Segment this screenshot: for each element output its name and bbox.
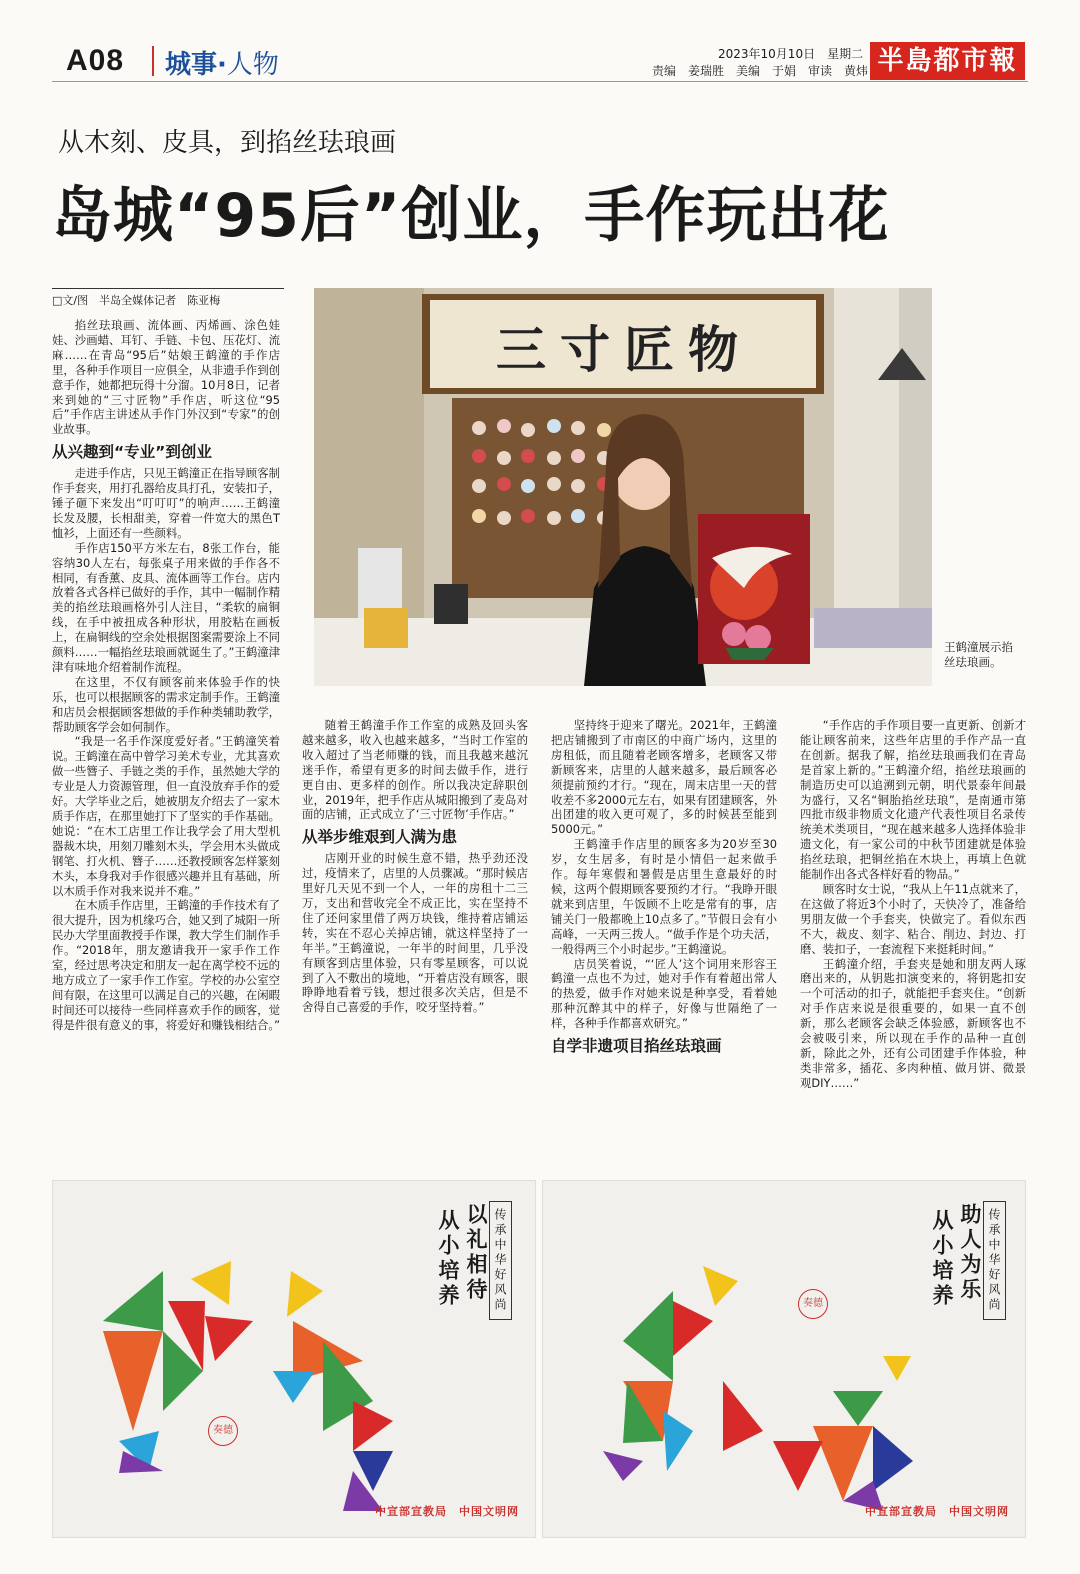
paragraph: 王鹤潼手作店里的顾客多为20岁至30岁，女生居多，有时是小情侣一起来做手作。每年寒假和暑假是店里生意最好的时候，这两个假期顾客要预约才行。“我睁开眼就来到店里，午饭顾不上吃是常有的事，店铺关门一般都晚上10点多了。”节假日会有小高峰，一天两三拨人。“做手作是个功夫活，一般得两三个小时起步。”王鹤潼说。 <box>551 837 777 956</box>
article-column-1 <box>52 318 280 1156</box>
article-intro: 掐丝珐琅画、流体画、丙烯画、涂色娃娃、沙画蜡、耳钉、手链、卡包、压花灯、流麻……在青岛“95后”姑娘王鹤潼的手作店里，各种手作项目一应俱全，从非遗手作到创意手作，她都把玩得十分溜。10月8日，记者来到她的“三寸匠物”手作店，听这位“95后”手作店主讲述从手作门外汉到“专家”的创业故事。 <box>52 318 280 437</box>
editor-credits: 责编 姜瑞胜 美编 于娟 审读 黄炜 <box>652 64 869 78</box>
paragraph: 在木质手作店里，王鹤潼的手作技术有了很大提升，因为机缘巧合，她又到了城阳一所民办大学里面教授手作课，教大学生们制作手作。“2018年，朋友邀请我开一家手作工作室，经过思考决定和朋友一起在离学校不远的地方成立了一家手作工作室。学校的办公室空间有限，在这里可以满足自己的兴趣，在闲暇时间还可以接待一些同样喜欢手作的顾客，觉得是件很有意义的事，将爱好和赚钱相结合。” <box>52 898 280 1032</box>
paragraph: 在这里，不仅有顾客前来体验手作的快乐，也可以根据顾客的需求定制手作。王鹤潼和店员会根据顾客想做的手作种类辅助教学，帮助顾客学会如何制作。 <box>52 674 280 734</box>
newspaper-logo: 半島都市報 <box>870 42 1025 80</box>
article-column-4 <box>800 718 1026 1158</box>
header-divider <box>152 46 154 76</box>
poster-tag: 传承中华好风尚 <box>489 1201 512 1320</box>
paragraph: “我是一名手作深度爱好者。”王鹤潼笑着说。王鹤潼在高中曾学习美术专业，尤其喜欢做一些簪子、手链之类的手作，虽然她大学的专业是人力资源管理，但一直没放弃手作的爱好。大学毕业之后，她被朋友介绍去了一家木质手作店，在那里她打下了坚实的手作基础。她说：“在木工店里工作让我学会了用大型机器裁木块，用刻刀雕刻木头，学会用木头做成钢笔、打火机、簪子……还教授顾客怎样篆刻木头，本身我对手作很感兴趣并且有基础，所以木质手作对我来说并不难。” <box>52 734 280 898</box>
article-headline: 岛城“95后”创业，手作玩出花 <box>52 181 890 251</box>
paragraph: 手作店150平方米左右，8张工作台，能容纳30人左右，每张桌子用来做的手作各不相同，有香薰、皮具、流体画等工作台。店内放着各式各样已做好的手作，其中一幅制作精美的掐丝珐琅画格外引人注目，“柔软的扁铜线，在手中被扭成各种形状，用胶粘在画板上，在扁铜线的空余处根据图案需要涂上不同颜料……一幅掐丝珐琅画就诞生了。”王鹤潼津津有味地介绍着制作流程。 <box>52 540 280 674</box>
poster-footer: 中宣部宣教局 中国文明网 <box>375 1505 519 1518</box>
page-number: A08 <box>66 44 125 77</box>
section-title <box>165 44 279 81</box>
poster-slogan-b: 从小培养 <box>436 1209 461 1309</box>
section-heading-3: 自学非遗项目掐丝珐琅画 <box>551 1037 722 1056</box>
subsection-name: 人物 <box>226 50 279 80</box>
paragraph: “手作店的手作项目要一直更新、创新才能让顾客前来，这些年店里的手作产品一直在创新。据我了解，掐丝珐琅画我们在青岛是首家上新的。”王鹤潼介绍，掐丝珐琅画的制造历史可以追溯到元朝，明代景泰年间最为盛行，又名“铜胎掐丝珐琅”，是南通市第四批市级非物质文化遗产代表性项目名录传统美术类项目，“现在越来越多人选择体验非遗文化，有一家公司的中秋节团建就是体验掐丝珐琅，把铜丝掐在木块上，再填上色就能制作出各式各样好看的物品。” <box>800 718 1026 882</box>
article-subtitle: 从木刻、皮具，到掐丝珐琅画 <box>58 128 397 158</box>
article-column-3 <box>551 718 777 1158</box>
photo-caption: 王鹤潼展示掐丝珐琅画。 <box>944 640 1013 669</box>
issue-date: 2023年10月10日 星期二 <box>718 47 864 61</box>
paragraph: 顾客时女士说，“我从上午11点就来了，在这做了将近3个小时了，天快冷了，准备给男朋友做一个手套夹，快做完了。看似东西不大，裁皮、刻字、粘合、削边、封边、打磨、装扣子，一套流程下来挺耗时间。” <box>800 881 1026 956</box>
paragraph: 王鹤潼介绍，手套夹是她和朋友两人琢磨出来的，从钥匙扣演变来的，将钥匙扣安一个可活动的扣子，就能把手套夹住。“创新对手作店来说是很重要的，如果一直不创新，那么老顾客会缺乏体验感，新顾客也不会被吸引来，所以现在手作的品种一直创新，除此之外，还有公司团建手作体验，种类非常多，插花、多肉种植、做月饼、微景观DIY……” <box>800 956 1026 1090</box>
poster-tag: 传承中华好风尚 <box>983 1201 1006 1320</box>
poster-seal: 奏德 <box>208 1416 238 1446</box>
public-service-poster-2 <box>542 1180 1026 1538</box>
poster-slogan-a: 以礼相待 <box>464 1203 489 1303</box>
poster-seal: 奏德 <box>798 1289 828 1319</box>
article-photo <box>314 288 932 686</box>
public-service-poster-1 <box>52 1180 536 1538</box>
article-column-2 <box>302 718 528 1158</box>
header-rule <box>52 81 1028 82</box>
article-byline: □文/图 半岛全媒体记者 陈亚梅 <box>52 288 284 308</box>
paragraph: 店员笑着说，“‘匠人’这个词用来形容王鹤潼一点也不为过，她对手作有着超出常人的热爱，做手作对她来说是种享受，看着她那种沉醉其中的样子，好像与世隔绝了一样，各种手作都喜欢研究。” <box>551 956 777 1031</box>
paragraph: 走进手作店，只见王鹤潼正在指导顾客制作手套夹，用打孔器给皮具打孔，安装扣子，锤子砸下来发出“叮叮叮”的响声……王鹤潼长发及腰，长相甜美，穿着一件宽大的黑色T恤衫，上面还有一些颜料。 <box>52 466 280 540</box>
paragraph: 店刚开业的时候生意不错，热乎劲还没过，疫情来了，店里的人员骤减。“那时候店里好几天见不到一个人，一年的房租十二三万，支出和营收完全不成正比，实在坚持不住了还问家里借了两万块钱，维持着店铺运转，实在不忍心关掉店铺，就这样坚持了一年半。”王鹤潼说，一年半的时间里，几乎没有顾客到店里体验，只有零星顾客，可以说到了入不敷出的境地，“开着店没有顾客，眼睁睁地看着亏钱，想过很多次关店，但是不舍得自己喜爱的手作，咬牙坚持着。” <box>302 851 528 1015</box>
paragraph: 随着王鹤潼手作工作室的成熟及回头客越来越多，收入也越来越多，“当时工作室的收入超过了当老师赚的钱，而且我越来越沉迷手作，希望有更多的时间去做手作，进行更自由、更多样的创作。所以我决定辞职创业，2019年，把手作店从城阳搬到了麦岛对面的店铺，正式成立了‘三寸匠物’手作店。” <box>302 718 528 822</box>
shop-plaque: 三寸匠物 <box>496 320 752 379</box>
section-heading-2: 从举步维艰到人满为患 <box>302 828 458 847</box>
poster-footer: 中宣部宣教局 中国文明网 <box>865 1505 1009 1518</box>
poster-slogan-b: 从小培养 <box>930 1209 955 1309</box>
section-dot: · <box>217 50 227 80</box>
section-heading-1: 从兴趣到“专业”到创业 <box>52 443 212 462</box>
poster-slogan-a: 助人为乐 <box>958 1203 983 1303</box>
paragraph: 坚持终于迎来了曙光。2021年，王鹤潼把店铺搬到了市南区的中商广场内，这里的房租低，而且随着老顾客增多，老顾客又带新顾客来，店里的人越来越多，最后顾客必须提前预约才行。“现在，周末店里一天的营收差不多2000元左右，如果有团建顾客，外出团建的收入更可观了，多的时候甚至能到5000元。” <box>551 718 777 837</box>
section-name: 城事 <box>165 50 218 80</box>
